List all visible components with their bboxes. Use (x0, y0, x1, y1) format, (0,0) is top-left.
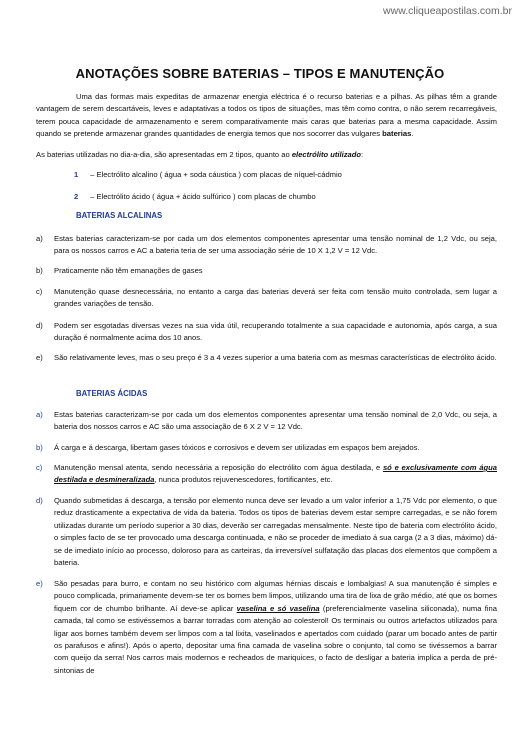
item-label: a) (36, 410, 43, 419)
item-label: d) (36, 321, 43, 330)
intro-text: Uma das formas mais expeditas de armazenar energia eléctrica é o recurso baterias e a pilhas. As pilhas têm a grande vantagem de serem descartáveis, leves e adaptativas a todos os tipos de situações, mas têm como contra, o não serem recarregáveis, terem pouca capacidade de armazenamento e serem comparativamente mais caras que baterias para a mesma capacidade. Assim quando se pretende armazenar grandes quantidades de energia temos que nos socorrer das vulgares (36, 92, 497, 139)
type-item (74, 191, 316, 203)
alkaline-heading: BATERIAS ALCALINAS (76, 211, 163, 220)
acid-item-c (36, 462, 497, 487)
item-text-end: (preferencialmente vaselina siliconada), numa fina camada, tal como se estivéssemos a barrar torradas com atenção ao colesterol! Os terminais ou outros artefactos utilizados para ligar aos bornes também devem ser limpos com a tal lixita, vaselinados e apertados com cuidado (parar um bocado antes de partir os parafusos e afins!). Após o aperto, depositar uma fina camada de vaselina sobre o conjunto, tal como se tivéssemos a barrar com queijo da serra! Nos carros mais modernos e recheados de mariquices, o facto de desligar a bateria implica a perda de pré-sintonias de (54, 603, 497, 675)
item-text: São relativamente leves, mas o seu preço é 3 a 4 vezes superior a uma bateria com as mesmas características de electrólito ácido. (54, 353, 497, 362)
intro-bold: baterias (382, 129, 412, 139)
type-text: – Electrólito alcalino ( água + soda cáustica ) com placas de níquel-cádmio (90, 170, 342, 179)
item-label: b) (36, 266, 43, 275)
item-text: Podem ser esgotadas diversas vezes na sua vida útil, recuperando totalmente a sua capacidade e autonomia, após carga, a sua duração é normalmente acima dos 10 anos. (54, 321, 497, 343)
item-text-start: São pesadas para burro, e contam no seu histórico com algumas hérnias discais e lombalgias! A sua manutenção é simples e pouco complicada, primariamente devem-se ter os bornes bem limpos, utilizando uma tira de lixa de grão médio, até que os bornes fiquem cor de chumbo brilhante. Aí deve-se aplicar (54, 579, 497, 613)
item-label: b) (36, 443, 43, 452)
item-label: e) (36, 579, 43, 588)
site-url[interactable]: www.cliqueapostilas.com.br (383, 5, 512, 17)
alkaline-item (36, 320, 497, 345)
acid-item-b (36, 442, 497, 454)
item-text (54, 578, 497, 677)
type-text: – Electrólito ácido ( água + ácido sulfúrico ) com placas de chumbo (90, 192, 316, 201)
acid-item-a (36, 409, 497, 434)
intro-end: . (411, 129, 414, 139)
type-number: 2 (74, 192, 79, 201)
item-text: Quando submetidas á descarga, a tensão por elemento nunca deve ser levado a um valor inferior a 1,75 Vdc por elemento, o que reduz drasticamente a expectativa de vida da bateria. Todos os tipos de baterias devem estar sempre carregadas, e se não forem utilizadas durante um período superior a 30 dias, deverão ser carregadas mensalmente. Neste tipo de bateria com electrólito ácido, o simples facto de se ter provocado uma descarga continuada, e não se proceder de imediato á sua carga (2 a 3 dias, máximo) dá-se de imediato início ao processo, doloroso para as carteiras, da irreversível sulfatação das placas dos elementos que compõem a bateria. (54, 496, 497, 568)
alkaline-item (36, 352, 497, 364)
item-text-emphasis: vaselina e só vaselina (236, 603, 320, 613)
item-label: c) (36, 287, 43, 296)
alkaline-item (36, 265, 497, 277)
item-label: e) (36, 353, 43, 362)
item-text: Á carga e á descarga, libertam gases tóxicos e corrosivos e devem ser utilizadas em espaços bem arejados. (54, 443, 420, 452)
alkaline-item (36, 233, 497, 258)
types-intro (36, 149, 497, 161)
alkaline-item (36, 286, 497, 311)
item-text: Estas baterias caracterizam-se por cada um dos elementos componentes apresentar uma tensão nominal de 2,0 Vdc, ou seja, a bateria dos nossos carros e AC são uma associação de 6 X 2 V = 12 Vdc. (54, 410, 497, 432)
acid-item-e (36, 578, 497, 677)
item-label: a) (36, 234, 43, 243)
document-title: ANOTAÇÕES SOBRE BATERIAS – TIPOS E MANUTENÇÃO (75, 66, 445, 81)
type-number: 1 (74, 170, 79, 179)
acid-item-d (36, 495, 497, 569)
item-text: Manutenção quase desnecessária, no entanto a carga das baterias deverá ser feita com tensão muito controlada, sem lugar a grandes variações de tensão. (54, 287, 497, 309)
item-text: Praticamente não têm emanações de gases (54, 266, 203, 275)
item-label: d) (36, 496, 43, 505)
item-label: c) (36, 463, 43, 472)
acid-heading: BATERIAS ÁCIDAS (76, 389, 148, 398)
types-intro-text: As baterias utilizadas no dia-a-dia, são apresentadas em 2 tipos, quanto ao (36, 150, 292, 159)
item-text: Estas baterias caracterizam-se por cada um dos elementos componentes apresentar uma tensão nominal de 1,2 Vdc, ou seja, para os nossos carros e AC a bateria teria de ser uma associação série de 10 X 1,2 V = 12 Vdc. (54, 234, 497, 256)
types-intro-emphasis: electrólito utilizado (291, 150, 362, 159)
intro-paragraph (36, 91, 497, 141)
item-text (54, 462, 497, 487)
item-text-end: , nunca produtos rejuvenescedores, fortificantes, etc. (154, 475, 333, 485)
item-text-start: Manutenção mensal atenta, sendo necessária a reposição do electrólito com água destilada, e (54, 463, 383, 472)
item-text-emphasis: só e exclusivamente com água destilada e desmineralizada (54, 463, 497, 485)
types-intro-end: : (361, 150, 364, 159)
type-item (74, 169, 342, 181)
